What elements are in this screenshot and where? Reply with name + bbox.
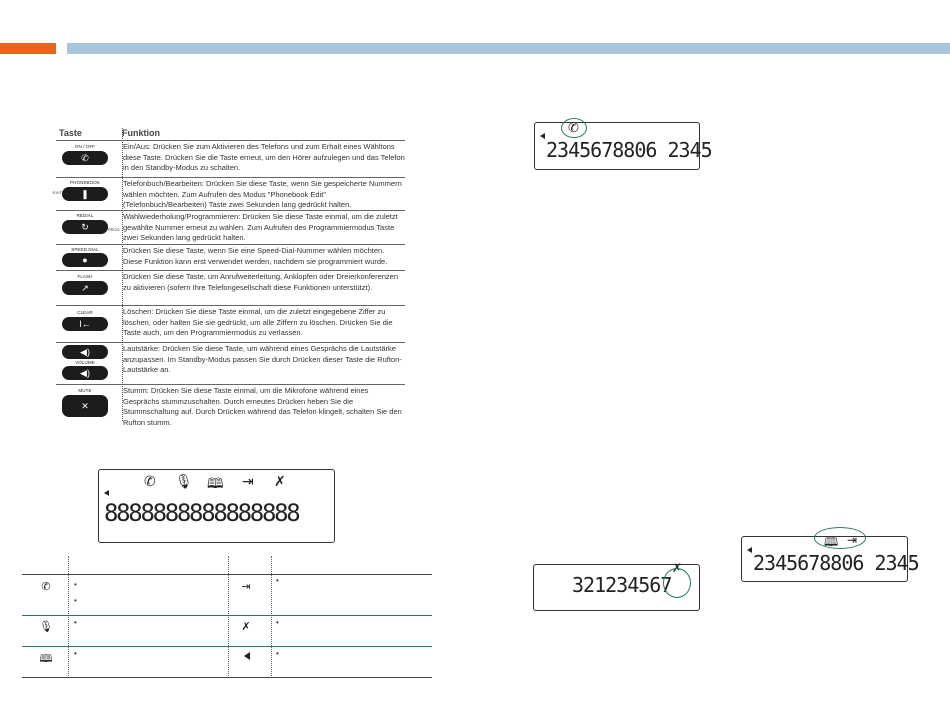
lcd-display-right — [741, 533, 919, 582]
icon-legend-table — [22, 556, 432, 678]
table-row — [56, 342, 405, 384]
forward-icon: ⇥ — [847, 533, 858, 547]
row-description: Löschen: Drücken Sie diese Taste einmal, um die zuletzt eingegebene Ziffer zu löschen, oder halten Sie sie gedrückt, um alle Ziffern zu löschen. Drücken Sie die Taste auch, um den Programmiermodus zu verlassen. — [123, 307, 393, 337]
phonebook-button — [62, 187, 108, 201]
table-row — [56, 210, 405, 244]
key-label: CLEAR — [77, 310, 93, 315]
col-key-header: Taste — [59, 128, 82, 138]
highlight-circle — [814, 527, 866, 549]
key-function-table — [53, 128, 405, 430]
bullet: • — [276, 649, 279, 658]
header-accent-orange — [0, 43, 56, 54]
table-row — [56, 270, 405, 305]
book-icon: 🕮 — [39, 653, 53, 665]
handset-icon: ✆ — [568, 120, 579, 135]
flash-icon: ↗ — [81, 283, 89, 293]
row-description: Lautstärke: Drücken Sie diese Taste, um während eines Gesprächs die Lautstärke anzupassen. Im Standby-Modus passen Sie durch Drücken dieser Taste die Rufton-Lautstärke an. — [123, 344, 402, 374]
ringer-off-icon: ✗ — [274, 473, 286, 489]
redial-button — [62, 220, 108, 234]
handset-icon: ✆ — [81, 153, 89, 163]
handset-icon: ✆ — [41, 581, 51, 593]
legend-rule — [22, 646, 432, 647]
lcd-digits: 2345678806 2345 — [753, 551, 919, 575]
volume-down-button — [62, 366, 108, 380]
key-label: ON / OFF — [74, 144, 96, 149]
row-description: Stumm: Drücken Sie diese Taste einmal, um die Mikrofone während eines Gesprächs stummzuschalten. Durch erneutes Drücken heben Sie die Stummschaltung auf. Durch Drücken während das Telefon klingelt, schalten Sie den Rufton stumm. — [123, 386, 402, 427]
on-off-button — [62, 151, 108, 165]
speaker-icon: ◀) — [80, 347, 90, 357]
left-arrow-icon — [244, 652, 250, 660]
ringer-off-icon: ✗ — [672, 561, 683, 575]
bullet: • — [74, 580, 77, 589]
mic-mute-icon: 🎙 — [175, 473, 193, 489]
bullet: • — [74, 596, 77, 605]
left-arrow-icon — [104, 490, 109, 496]
lcd-display-full — [98, 469, 335, 543]
highlight-circle — [561, 118, 587, 138]
table-header — [56, 128, 405, 140]
key-side-label: EXIT — [53, 190, 62, 195]
lcd-display-top — [534, 120, 712, 170]
table-row — [56, 305, 405, 342]
mute-button — [62, 395, 108, 417]
key-label: VOLUME — [75, 360, 95, 365]
col-function-header: Funktion — [122, 128, 160, 138]
bullet: • — [276, 618, 279, 627]
key-side-label: PROG — [108, 227, 120, 232]
mic-mute-icon: 🎙 — [39, 621, 53, 633]
speed-dial-button — [62, 253, 108, 267]
lcd-digits: 8888888888888888 — [104, 499, 299, 527]
backspace-icon: I← — [79, 319, 91, 329]
row-description: Drücken Sie diese Taste, um Anrufweiterleitung, Anklopfen oder Dreierkonferenzen zu aktivieren (sofern Ihre Telefongesellschaft diese Funktionen unterstützt). — [123, 272, 399, 292]
handset-icon: ✆ — [144, 473, 156, 489]
lcd-digits: 321234567 — [572, 573, 672, 597]
header-bar — [67, 43, 950, 54]
bullet: • — [276, 576, 279, 585]
redial-icon: ↻ — [81, 222, 89, 232]
left-arrow-icon — [747, 547, 752, 553]
table-row — [56, 384, 405, 430]
lcd-display-mid — [533, 561, 700, 611]
key-label: FLASH — [77, 274, 93, 279]
volume-up-button — [62, 345, 108, 359]
row-description: Telefonbuch/Bearbeiten: Drücken Sie diese Taste, wenn Sie gespeicherte Nummern wählen möchten. Zum Aufrufen des Modus "Phonebook Edit" (Telefonbuch/Bearbeiten) Taste zwei Sekunden lang gedrückt halten. — [123, 179, 402, 209]
key-label: REDIAL — [76, 213, 94, 218]
legend-rule — [22, 615, 432, 616]
table-row — [56, 140, 405, 177]
legend-rule — [22, 677, 432, 678]
speaker-icon: ◀) — [80, 368, 90, 378]
book-icon: 🕮 — [207, 475, 224, 491]
key-label: PHONEBOOK — [70, 180, 100, 185]
row-description: Drücken Sie diese Taste, wenn Sie eine Speed-Dial-Nummer wählen möchten. Diese Funktion kann erst verwendet werden, nachdem sie programmiert wurde. — [123, 246, 388, 266]
book-icon: ❚ — [81, 189, 89, 199]
table-row — [56, 244, 405, 270]
bullet: • — [74, 618, 77, 627]
forward-icon: ⇥ — [242, 473, 254, 489]
dot-icon: ● — [82, 255, 88, 265]
left-arrow-icon — [540, 133, 545, 139]
key-label: SPEED DIAL — [71, 247, 99, 252]
bullet: • — [74, 649, 77, 658]
forward-icon: ⇥ — [241, 581, 251, 593]
row-description: Wahlwiederholung/Programmieren: Drücken Sie diese Taste einmal, um die zuletzt gewählte Nummer erneut zu wählen. Zum Aufrufen des Programmiermodus Taste zwei Sekunden lang gedrückt halten. — [123, 212, 398, 242]
highlight-circle — [663, 568, 691, 598]
clear-button — [62, 317, 108, 331]
key-label: MUTE — [78, 388, 92, 393]
table-row — [53, 177, 405, 210]
flash-button — [62, 281, 108, 295]
mic-mute-icon: ✕ — [81, 401, 89, 411]
row-description: Ein/Aus: Drücken Sie zum Aktivieren des Telefons und zum Erhalt eines Wähltons diese Taste. Drücken Sie die Taste erneut, um den Hörer aufzulegen und das Telefon in den Standby-Modus zu schalten. — [123, 142, 405, 172]
legend-rule — [22, 574, 432, 575]
ringer-off-icon: ✗ — [241, 621, 251, 633]
book-icon: 🕮 — [824, 535, 839, 549]
lcd-digits: 2345678806 2345 — [546, 138, 712, 162]
